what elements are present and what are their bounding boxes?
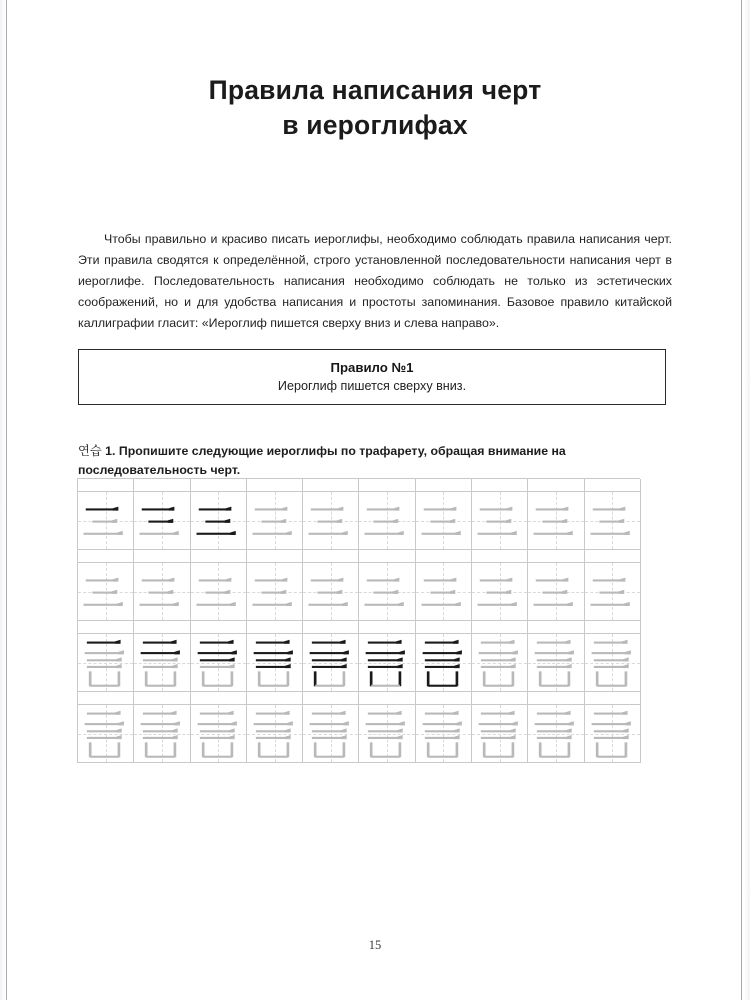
character-glyph-三 <box>191 563 246 620</box>
practice-grid-row <box>78 634 640 692</box>
practice-grid-cell[interactable] <box>359 634 415 692</box>
character-glyph-三 <box>303 492 358 549</box>
practice-grid-cell[interactable] <box>303 563 359 621</box>
practice-grid-cell[interactable] <box>359 705 415 763</box>
practice-grid-spacer-cell <box>78 550 134 563</box>
practice-grid-spacer-cell <box>303 479 359 492</box>
character-glyph-三 <box>78 563 133 620</box>
practice-grid-spacer-cell <box>303 550 359 563</box>
character-glyph-三 <box>416 492 471 549</box>
character-glyph-三 <box>134 563 189 620</box>
practice-grid-cell[interactable] <box>416 634 472 692</box>
practice-grid-cell[interactable] <box>191 492 247 550</box>
practice-grid-spacer-cell <box>585 550 641 563</box>
character-glyph-三 <box>247 492 302 549</box>
character-glyph-言 <box>359 634 414 691</box>
practice-grid-cell[interactable] <box>585 705 641 763</box>
page-left-edge-line <box>6 0 7 1000</box>
character-glyph-三 <box>416 563 471 620</box>
practice-grid-spacer-cell <box>528 692 584 705</box>
practice-grid-spacer-cell <box>191 621 247 634</box>
rule-box-heading: Правило №1 <box>330 360 414 376</box>
page-title <box>75 73 675 143</box>
character-glyph-三 <box>528 492 583 549</box>
intro-paragraph: Чтобы правильно и красиво писать иероглифы, необходимо соблюдать правила написания черт. Эти правила сводятся к определённой, строго установленной последовательности написания черт в иероглифе. Последовательность написания необходимо соблюдать не только из эстетических соображений, но и для удобства написания и простоты запоминания. Базовое правило китайской каллиграфии гласит: «Иероглиф пишется сверху вниз и слева направо». <box>78 232 672 330</box>
character-glyph-言 <box>191 634 246 691</box>
character-glyph-言 <box>472 705 527 762</box>
practice-grid-cell[interactable] <box>134 492 190 550</box>
page-title-line-1: Правила написания черт <box>208 74 542 105</box>
character-glyph-言 <box>528 705 583 762</box>
practice-grid-cell[interactable] <box>303 634 359 692</box>
character-glyph-三 <box>303 563 358 620</box>
practice-grid-spacer-row <box>78 550 640 563</box>
practice-grid-spacer-cell <box>359 692 415 705</box>
practice-grid-spacer-cell <box>585 692 641 705</box>
character-glyph-言 <box>585 705 640 762</box>
practice-grid-cell[interactable] <box>78 492 134 550</box>
practice-grid-cell[interactable] <box>303 492 359 550</box>
practice-grid-spacer-cell <box>191 550 247 563</box>
character-glyph-言 <box>78 705 133 762</box>
practice-grid-row <box>78 705 640 763</box>
practice-grid-spacer-cell <box>78 621 134 634</box>
practice-grid-cell[interactable] <box>191 705 247 763</box>
page-number: 15 <box>368 938 382 952</box>
practice-grid-cell[interactable] <box>78 634 134 692</box>
practice-grid-spacer-cell <box>134 550 190 563</box>
practice-grid-spacer-cell <box>472 479 528 492</box>
practice-grid-cell[interactable] <box>585 563 641 621</box>
practice-grid-cell[interactable] <box>247 705 303 763</box>
practice-grid-spacer-cell <box>472 550 528 563</box>
practice-grid-cell[interactable] <box>528 705 584 763</box>
practice-grid-spacer-cell <box>191 479 247 492</box>
practice-grid <box>77 478 640 763</box>
practice-grid-spacer-row <box>78 621 640 634</box>
practice-grid-spacer-cell <box>78 479 134 492</box>
character-glyph-三 <box>472 492 527 549</box>
practice-grid-spacer-cell <box>416 550 472 563</box>
character-glyph-言 <box>303 705 358 762</box>
practice-grid-spacer-cell <box>472 692 528 705</box>
practice-grid-spacer-cell <box>528 621 584 634</box>
practice-grid-cell[interactable] <box>247 563 303 621</box>
character-glyph-言 <box>472 634 527 691</box>
practice-grid-cell[interactable] <box>191 634 247 692</box>
character-glyph-三 <box>359 563 414 620</box>
practice-grid-spacer-cell <box>78 692 134 705</box>
practice-grid-cell[interactable] <box>528 563 584 621</box>
page-right-edge-shadow <box>744 0 750 1000</box>
practice-grid-spacer-cell <box>585 479 641 492</box>
character-glyph-三 <box>528 563 583 620</box>
practice-grid-spacer-cell <box>134 479 190 492</box>
practice-grid-cell[interactable] <box>416 705 472 763</box>
practice-grid-cell[interactable] <box>134 634 190 692</box>
character-glyph-三 <box>585 563 640 620</box>
character-glyph-言 <box>416 705 471 762</box>
practice-grid-spacer-cell <box>416 692 472 705</box>
character-glyph-三 <box>78 492 133 549</box>
practice-grid-cell[interactable] <box>472 492 528 550</box>
practice-grid-cell[interactable] <box>78 705 134 763</box>
practice-grid-cell[interactable] <box>134 705 190 763</box>
practice-grid-spacer-cell <box>585 621 641 634</box>
practice-grid-spacer-cell <box>359 550 415 563</box>
practice-grid-cell[interactable] <box>416 563 472 621</box>
practice-grid-spacer-cell <box>247 621 303 634</box>
page-title-line-2: в иероглифах <box>282 109 468 140</box>
character-glyph-言 <box>134 634 189 691</box>
rule-box <box>78 349 666 405</box>
character-glyph-言 <box>247 634 302 691</box>
practice-grid-cell[interactable] <box>585 492 641 550</box>
practice-grid-cell[interactable] <box>303 705 359 763</box>
practice-grid-cell[interactable] <box>359 492 415 550</box>
practice-grid-spacer-row <box>78 692 640 705</box>
practice-grid-cell[interactable] <box>585 634 641 692</box>
practice-grid-cell[interactable] <box>528 634 584 692</box>
character-glyph-言 <box>134 705 189 762</box>
practice-grid-spacer-cell <box>528 550 584 563</box>
character-glyph-言 <box>359 705 414 762</box>
practice-grid-cell[interactable] <box>359 563 415 621</box>
character-glyph-三 <box>191 492 246 549</box>
practice-grid-cell[interactable] <box>191 563 247 621</box>
exercise-korean-label: 연습 <box>78 444 102 459</box>
practice-grid-spacer-row <box>78 479 640 492</box>
practice-grid-spacer-cell <box>416 621 472 634</box>
practice-grid-spacer-cell <box>134 621 190 634</box>
practice-grid-cell[interactable] <box>416 492 472 550</box>
practice-grid-cell[interactable] <box>78 563 134 621</box>
character-glyph-言 <box>191 705 246 762</box>
character-glyph-言 <box>585 634 640 691</box>
practice-grid-spacer-cell <box>472 621 528 634</box>
practice-grid-spacer-cell <box>247 550 303 563</box>
practice-grid-cell[interactable] <box>472 634 528 692</box>
practice-grid-row <box>78 492 640 550</box>
character-glyph-言 <box>416 634 471 691</box>
character-glyph-三 <box>585 492 640 549</box>
character-glyph-三 <box>134 492 189 549</box>
character-glyph-言 <box>247 705 302 762</box>
practice-grid-spacer-cell <box>528 479 584 492</box>
practice-grid-spacer-cell <box>247 479 303 492</box>
practice-grid-cell[interactable] <box>472 705 528 763</box>
practice-grid-cell[interactable] <box>472 563 528 621</box>
character-glyph-言 <box>78 634 133 691</box>
character-glyph-三 <box>247 563 302 620</box>
practice-grid-spacer-cell <box>191 692 247 705</box>
practice-grid-spacer-cell <box>247 692 303 705</box>
practice-grid-cell[interactable] <box>247 492 303 550</box>
practice-grid-row <box>78 563 640 621</box>
practice-grid-spacer-cell <box>134 692 190 705</box>
rule-box-text: Иероглиф пишется сверху вниз. <box>277 379 467 394</box>
practice-grid-spacer-cell <box>416 479 472 492</box>
exercise-instruction <box>78 442 672 479</box>
practice-grid-cell[interactable] <box>247 634 303 692</box>
character-glyph-三 <box>472 563 527 620</box>
practice-grid-cell[interactable] <box>134 563 190 621</box>
practice-grid-cell[interactable] <box>528 492 584 550</box>
practice-grid-spacer-cell <box>303 621 359 634</box>
page-right-edge-line <box>741 0 742 1000</box>
practice-grid-spacer-cell <box>303 692 359 705</box>
exercise-instruction-text: 1. Пропишите следующие иероглифы по трафарету, обращая внимание на последовательность черт. <box>78 444 566 477</box>
practice-grid-spacer-cell <box>359 479 415 492</box>
practice-grid-spacer-cell <box>359 621 415 634</box>
character-glyph-言 <box>528 634 583 691</box>
character-glyph-言 <box>303 634 358 691</box>
character-glyph-三 <box>359 492 414 549</box>
